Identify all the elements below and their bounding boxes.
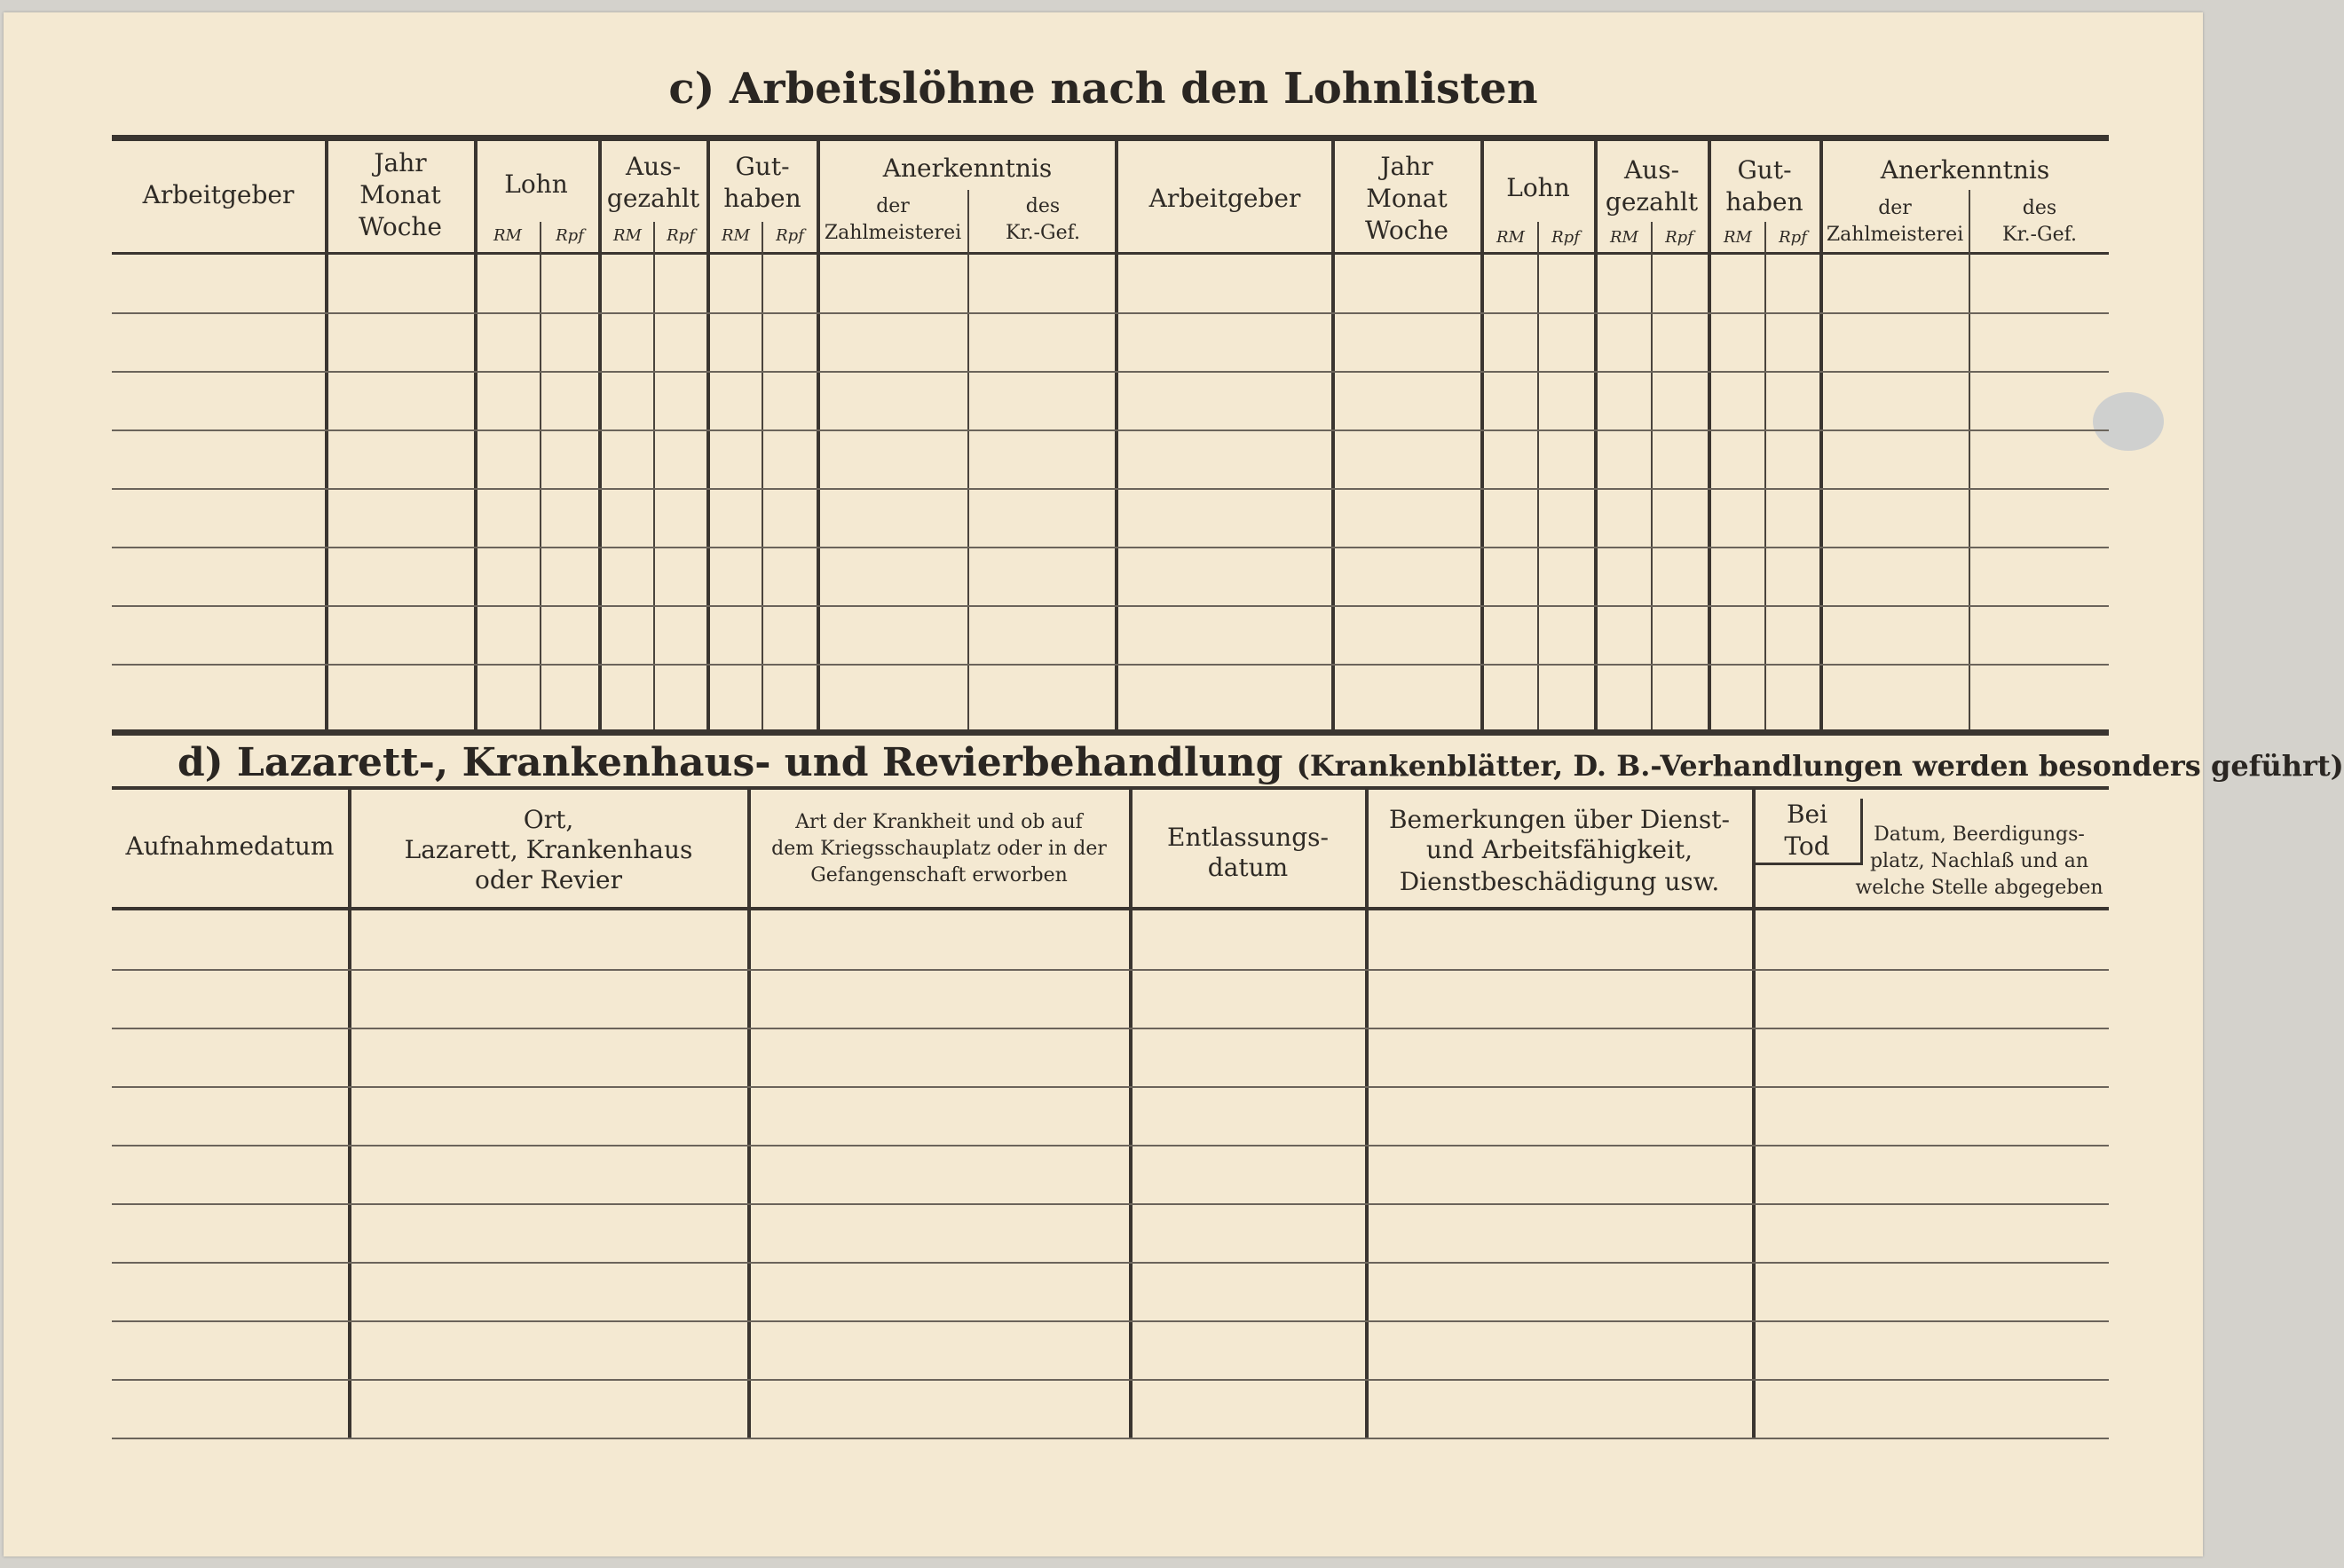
section-d-heading: d) Lazarett-, Krankenhaus- und Revierbehandlung [178, 740, 1283, 785]
header-monat: Monat [359, 180, 441, 209]
section-d-column-rule [1129, 790, 1133, 1438]
section-c-column-rule [1594, 138, 1598, 729]
section-c-column-rule [540, 222, 541, 729]
section-c-column-rule [598, 138, 602, 729]
header-lohn-rpf-2: Rpf [1551, 228, 1580, 247]
header-bei-tod: Bei Tod [1754, 799, 1863, 865]
section-c-top-rule [112, 135, 2109, 141]
section-d-row-rule [112, 1028, 2109, 1029]
section-c-column-rule [762, 222, 763, 729]
section-d-column-rule [1365, 790, 1369, 1438]
section-c-column-rule [1819, 138, 1823, 729]
section-d-top-rule [112, 786, 2109, 790]
header-bemerkungen-3: Dienstbeschädigung usw. [1399, 867, 1720, 896]
section-d-column-rule [1752, 790, 1756, 1438]
section-c-column-rule [1115, 138, 1118, 729]
section-c-column-rule [653, 222, 655, 729]
header-gezahlt: gezahlt [606, 184, 700, 213]
section-c-column-rule [967, 190, 969, 729]
section-c-column-rule [1708, 138, 1711, 729]
header-gut: Gut- [735, 152, 790, 181]
header-lohn-rm: RM [493, 226, 522, 245]
section-d-header-rule [112, 907, 2109, 910]
header-lohn-rpf: Rpf [556, 226, 584, 245]
header-zahlmeisterei-2: Zahlmeisterei [1826, 224, 1964, 246]
header-der-2: der [1878, 197, 1912, 219]
header-ort: Ort, [523, 805, 574, 834]
section-d-row-rule [112, 969, 2109, 971]
header-aus-2: Aus- [1623, 155, 1680, 185]
header-revier: oder Revier [474, 865, 623, 894]
header-woche-2: Woche [1364, 216, 1449, 245]
form-card [4, 12, 2344, 1556]
header-art-2: dem Kriegsschauplatz oder in der [771, 838, 1107, 860]
section-c-column-rule [325, 138, 328, 729]
section-d-subtitle: (Krankenblätter, D. B.-Verhandlungen werden besonders geführt) [1296, 749, 2344, 783]
header-arbeitgeber: Arbeitgeber [142, 180, 295, 209]
header-woche: Woche [358, 212, 443, 241]
header-aus-rpf: Rpf [667, 226, 695, 245]
header-lohn-2: Lohn [1506, 173, 1570, 202]
section-c-column-rule [706, 138, 710, 729]
header-monat-2: Monat [1366, 184, 1448, 213]
section-c-column-rule [1969, 190, 1970, 729]
header-tod-3: welche Stelle abgegeben [1855, 877, 2103, 899]
header-des-2: des [2022, 197, 2057, 219]
section-c-column-rule [1537, 222, 1539, 729]
section-d-row-rule [112, 1320, 2109, 1322]
section-c-row-rule [112, 547, 2109, 548]
header-aus-rm: RM [613, 226, 642, 245]
header-anerkenntnis: Anerkenntnis [882, 154, 1053, 183]
header-krgef: Kr.-Gef. [1006, 222, 1080, 244]
header-gut-rm-2: RM [1724, 228, 1752, 247]
section-c-column-rule [474, 138, 477, 729]
header-gut-rpf-2: Rpf [1779, 228, 1807, 247]
header-des: des [1025, 195, 1061, 217]
header-haben-2: haben [1725, 187, 1803, 217]
section-d-row-rule [112, 1086, 2109, 1088]
section-c-row-rule [112, 429, 2109, 431]
section-c-bottom-rule [112, 729, 2109, 736]
section-c-row-rule [112, 664, 2109, 666]
section-c-title: c) Arbeitslöhne nach den Lohnlisten [668, 64, 1538, 114]
header-tod-2: platz, Nachlaß und an [1869, 850, 2089, 872]
header-bemerkungen-1: Bemerkungen über Dienst- [1388, 805, 1730, 834]
section-c-row-rule [112, 312, 2109, 314]
header-art-1: Art der Krankheit und ob auf [795, 811, 1083, 833]
header-gezahlt-2: gezahlt [1605, 187, 1699, 217]
header-zahlmeisterei: Zahlmeisterei [824, 222, 962, 244]
section-d-row-rule [112, 1145, 2109, 1146]
header-lazarett: Lazarett, Krankenhaus [404, 835, 693, 864]
header-arbeitgeber-2: Arbeitgeber [1148, 184, 1301, 213]
section-c-row-rule [112, 371, 2109, 373]
header-anerkenntnis-2: Anerkenntnis [1880, 155, 2050, 185]
section-c-column-rule [817, 138, 820, 729]
section-c-column-rule [1651, 222, 1653, 729]
header-jahr-2: Jahr [1380, 152, 1433, 181]
header-gut-2: Gut- [1737, 155, 1792, 185]
punch-hole [2093, 392, 2164, 451]
header-aus-rm-2: RM [1610, 228, 1638, 247]
section-c-column-rule [1764, 222, 1766, 729]
section-c-header-rule [112, 252, 2109, 255]
header-bemerkungen-2: und Arbeitsfähigkeit, [1425, 835, 1693, 864]
header-lohn-rm-2: RM [1496, 228, 1525, 247]
header-haben: haben [723, 184, 801, 213]
section-d-column-rule [348, 790, 351, 1438]
header-lohn: Lohn [504, 169, 568, 199]
header-gut-rm: RM [722, 226, 750, 245]
header-datum: datum [1207, 853, 1289, 882]
section-c-row-rule [112, 605, 2109, 607]
header-aus: Aus- [625, 152, 682, 181]
section-c-column-rule [1480, 138, 1484, 729]
section-c-column-rule [1331, 138, 1335, 729]
section-d-title [178, 740, 2344, 785]
header-aus-rpf-2: Rpf [1665, 228, 1693, 247]
section-d-row-rule [112, 1379, 2109, 1381]
header-art-3: Gefangenschaft erworben [810, 864, 1068, 886]
section-c-row-rule [112, 488, 2109, 490]
header-aufnahmedatum: Aufnahmedatum [125, 831, 335, 861]
section-d-row-rule [112, 1262, 2109, 1264]
header-entlassungs: Entlassungs- [1167, 823, 1329, 852]
header-krgef-2: Kr.-Gef. [2002, 224, 2077, 246]
section-d-row-rule [112, 1203, 2109, 1205]
header-jahr: Jahr [374, 148, 427, 177]
section-d-column-rule [747, 790, 751, 1438]
section-d-row-rule [112, 1438, 2109, 1439]
header-der: der [876, 195, 910, 217]
header-gut-rpf: Rpf [776, 226, 804, 245]
header-tod-1: Datum, Beerdigungs- [1874, 823, 2085, 846]
